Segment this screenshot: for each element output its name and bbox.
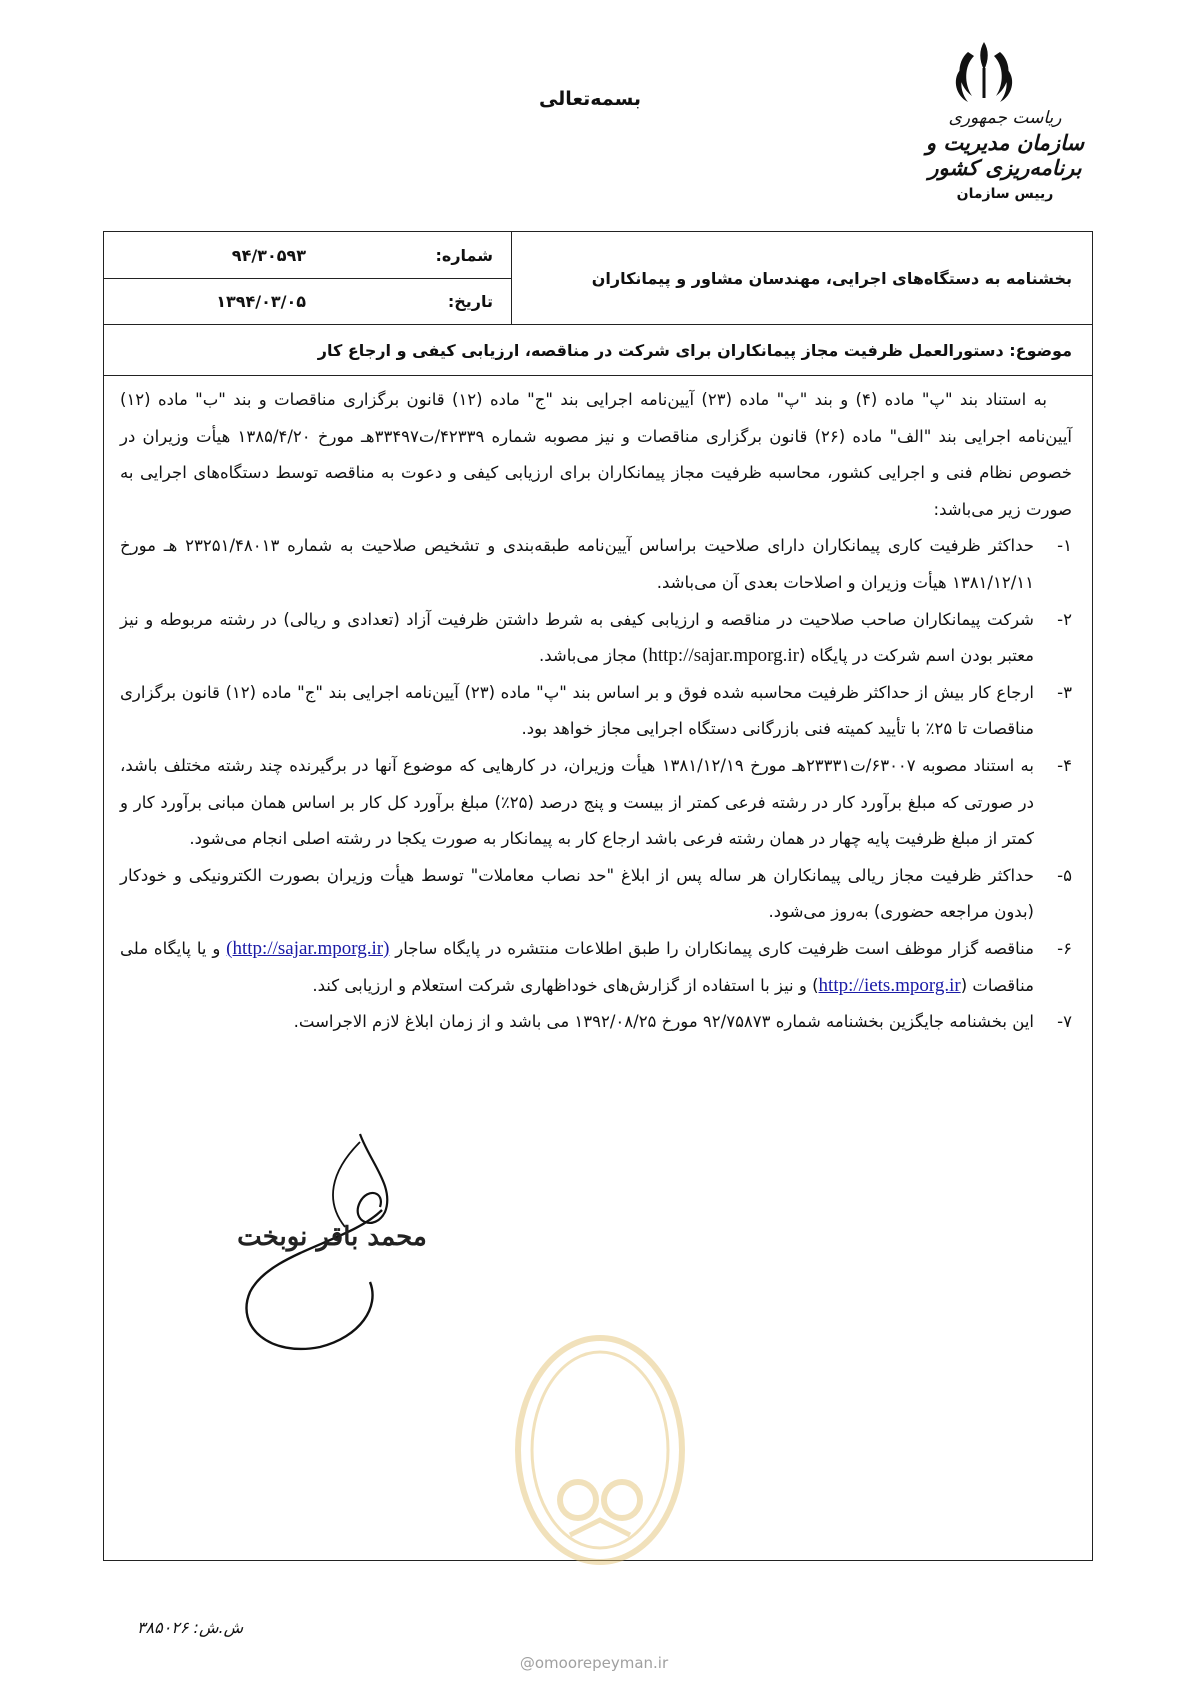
basmala-heading: بسمه‌تعالی [538,88,642,110]
reference-number: ش.ش: ۳۸۵۰۲۶ [136,1618,244,1637]
item-text: حداکثر ظرفیت مجاز ریالی پیمانکاران هر ساله پس از ابلاغ "حد نصاب معاملات" توسط هیأت وزیران بصورت الکترونیکی و خودکار (بدون مراجعه حضوری) به‌روز می‌شود. [120,865,1034,922]
watermark-text: @omoorepeyman.ir [519,1654,669,1672]
list-item [120,858,1072,931]
org-line-name: سازمان مدیریت و برنامه‌ریزی کشور [925,130,1085,180]
item-text-mid: و یا پایگاه ملی مناقصات ( [120,938,1034,995]
item-number: ۷- [1057,1012,1072,1032]
list-item [120,748,1072,858]
date-label: تاریخ: [447,291,493,311]
subject-line: موضوع: دستورالعمل ظرفیت مجاز پیمانکاران برای شرکت در مناقصه، ارزیابی کیفی و ارجاع کار [317,340,1072,360]
signatory-name: محمد باقر نوبخت [237,1222,427,1252]
item-text-after: ) و نیز با استفاده از گزارش‌های خوداظهاری شرکت استعلام و ارزیابی کند. [312,975,819,995]
org-line-presidency: ریاست جمهوری [948,108,1062,128]
item-number: ۶- [1057,938,1072,958]
item-text: این بخشنامه جایگزین بخشنامه شماره ۹۲/۷۵۸۷۳ مورخ ۱۳۹۲/۰۸/۲۵ می باشد و از زمان ابلاغ لازم الاجراست. [293,1012,1034,1032]
item-text-after: ) مجاز می‌باشد. [539,646,649,666]
list-item [120,1004,1072,1041]
letter-body [120,382,1072,1041]
item-number: ۳- [1057,682,1072,702]
item-text-before: مناقصه گزار موظف است ظرفیت کاری پیمانکاران را طبق اطلاعات منتشره در پایگاه ساجار [389,938,1034,958]
header-divider-vertical [511,232,512,324]
list-item [120,675,1072,748]
number-row [104,232,511,278]
date-value: ۱۳۹۴/۰۳/۰۵ [216,291,306,311]
list-item [120,931,1072,1004]
organization-block [880,108,1130,202]
item-number: ۱- [1057,536,1072,556]
intro-paragraph: به استناد بند "پ" ماده (۴) و بند "پ" ماده (۲۳) آیین‌نامه اجرایی بند "ج" ماده (۱۲) قانون برگزاری مناقصات و بند "ب" ماده (۱۲) آیین‌نامه اجرایی بند "الف" ماده (۲۶) قانون برگزاری مناقصات و نیز مصوبه شماره ۴۲۳۳۹/ت۳۳۴۹۷هـ مورخ ۱۳۸۵/۴/۲۰ هیأت وزیران در خصوص نظام فنی و اجرایی کشور، محاسبه ظرفیت مجاز پیمانکاران برای ارزیابی کیفی و دعوت به مناقصه توسط دستگاه‌های اجرایی به صورت زیر می‌باشد: [120,390,1073,519]
circular-title: بخشنامه به دستگاه‌های اجرایی، مهندسان مشاور و پیمانکاران [591,268,1072,288]
item-number: ۲- [1057,609,1072,629]
number-value: ۹۴/۳۰۵۹۳ [231,245,306,265]
sajar-url: http://sajar.mporg.ir [648,645,799,667]
org-line-office: رییس سازمان [956,186,1054,202]
list-item [120,528,1072,601]
item-text: ارجاع کار بیش از حداکثر ظرفیت محاسبه شده فوق و بر اساس بند "پ" ماده (۲۳) آیین‌نامه اجرایی بند "ج" ماده (۱۲) قانون برگزاری مناقصات تا ۲۵٪ با تأیید کمیته فنی بازرگانی دستگاه اجرایی مجاز خواهد بود. [120,682,1034,739]
iets-link[interactable]: http://iets.mporg.ir [818,974,961,996]
stamp-icon [500,1330,700,1590]
list-item [120,602,1072,675]
sajar-link[interactable]: (http://sajar.mporg.ir) [226,937,390,959]
date-row [104,278,511,324]
item-number: ۴- [1057,755,1072,775]
item-text-before: شرکت پیمانکاران صاحب صلاحیت در مناقصه و ارزیابی کیفی به شرط داشتن ظرفیت آزاد (تعدادی و ریالی) در رشته مربوطه و نیز معتبر بودن اسم شرکت در پایگاه ( [120,609,1034,666]
number-label: شماره: [435,245,493,265]
item-text: به استناد مصوبه ۶۳۰۰۷/ت۲۳۳۳۱هـ مورخ ۱۳۸۱/۱۲/۱۹ هیأت وزیران، در کارهایی که موضوع آنها در برگیرنده چند رشته مختلف باشد، در صورتی که مبلغ برآورد کار در رشته فرعی کمتر از بیست و پنج درصد (۲۵٪) مبلغ برآورد کل کار بر اساس همان مبانی برآورد کار و کمتر از مبلغ ظرفیت پایه چهار در همان رشته فرعی باشد ارجاع کار به پیمانکار به صورت یکجا در رشته اصلی انجام می‌شود. [120,755,1034,849]
iran-emblem-icon [948,40,1020,106]
item-text: حداکثر ظرفیت کاری پیمانکاران دارای صلاحیت براساس آیین‌نامه طبقه‌بندی و تشخیص صلاحیت به شماره ۲۳۲۵۱/۴۸۰۱۳ هـ مورخ ۱۳۸۱/۱۲/۱۱ هیأت وزیران و اصلاحات بعدی آن می‌باشد. [120,536,1034,592]
item-number: ۵- [1057,865,1072,885]
subject-divider [104,375,1092,376]
